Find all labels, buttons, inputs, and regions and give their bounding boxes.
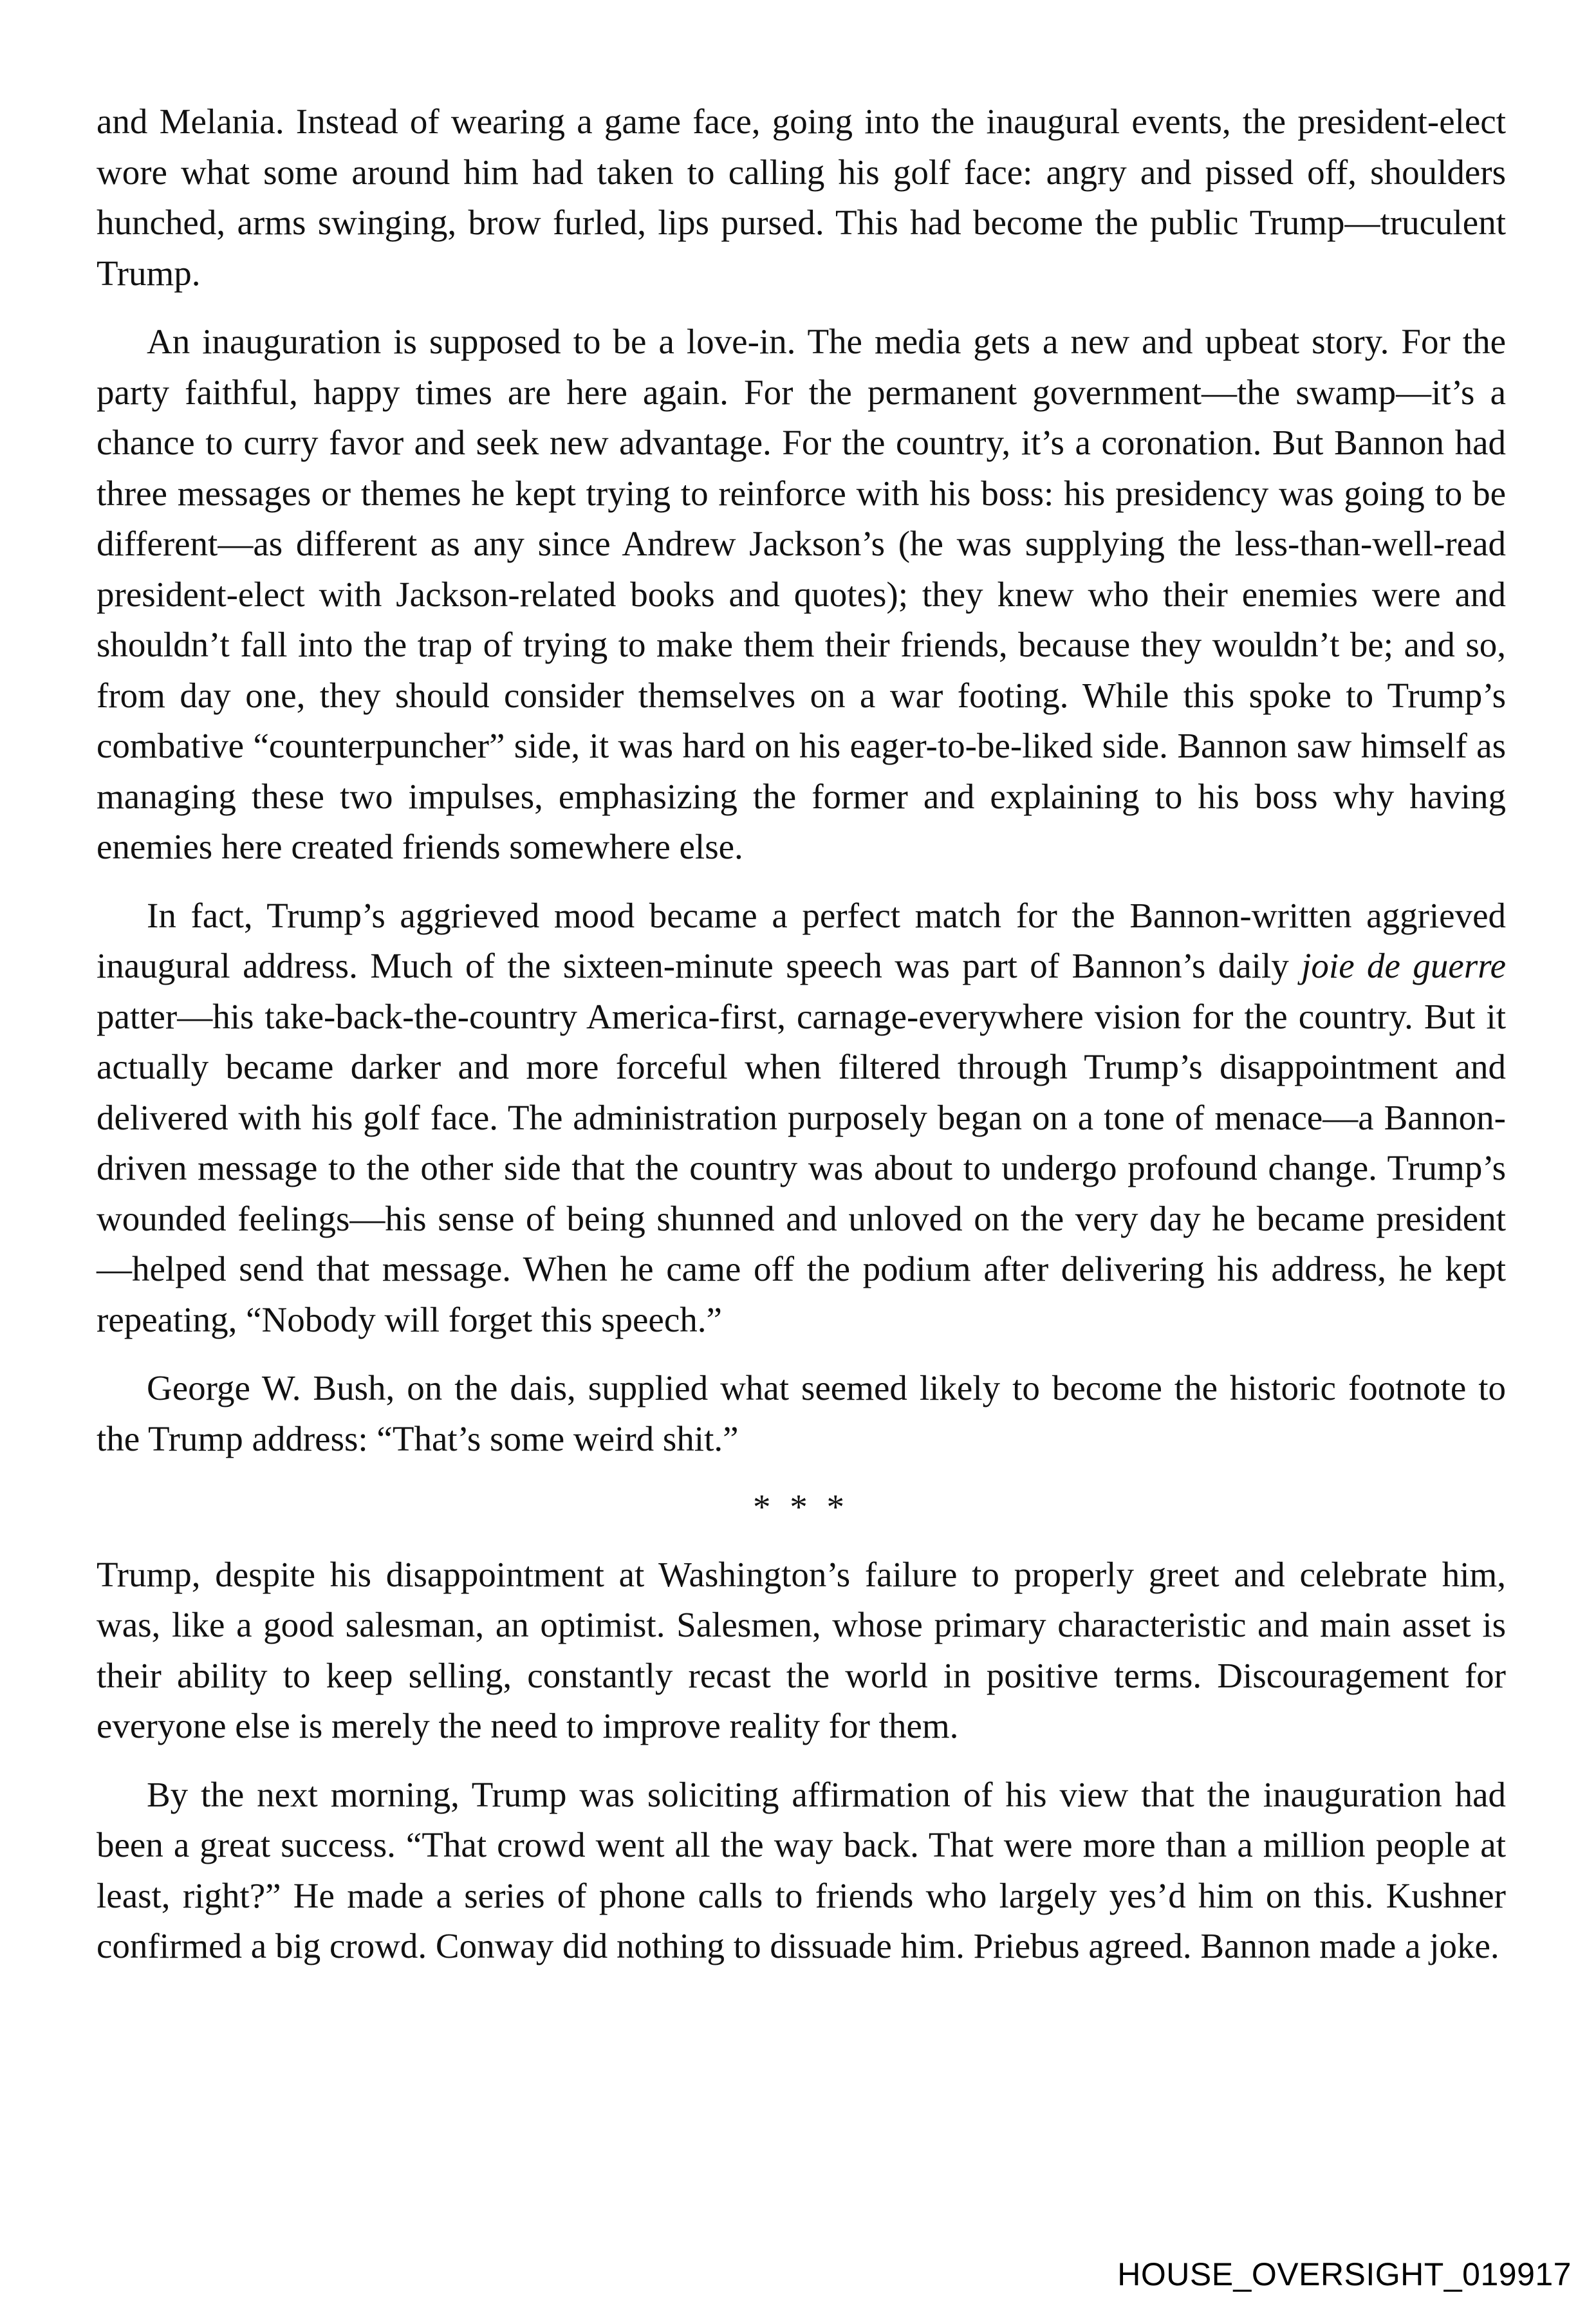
paragraph — [97, 317, 1506, 873]
paragraph — [97, 1770, 1506, 1972]
text-run: and Melania. Instead of wearing a game face, going into the inaugural events, the president-elect wore what some around him had taken to calling his golf face: angry and pissed off, shoulders hunched, arms swinging, brow furled, lips pursed. This had become the public Trump—truculent Trump. — [97, 102, 1506, 293]
text-run: By the next morning, Trump was soliciting affirmation of his view that the inauguration had been a great success. “That crowd went all the way back. That were more than a million people at least, right?” He made a series of phone calls to friends who largely yes’d him on this. Kushner confirmed a big crowd. Conway did nothing to dissuade him. Priebus agreed. Bannon made a joke. — [97, 1774, 1506, 1965]
bates-number-footer: HOUSE_OVERSIGHT_019917 — [1117, 2256, 1572, 2292]
text-run: Trump, despite his disappointment at Washington’s failure to properly greet and celebrate him, was, like a good salesman, an optimist. Salesmen, whose primary characteristic and main asset is their ability to keep selling, constantly recast the world in positive terms. Discouragement for everyone else is merely the need to improve reality for them. — [97, 1554, 1506, 1745]
body-text-before-break — [97, 97, 1506, 1464]
document-page — [97, 97, 1506, 1990]
body-text-after-break — [97, 1550, 1506, 1972]
paragraph — [97, 1363, 1506, 1464]
paragraph — [97, 97, 1506, 299]
text-run: In fact, Trump’s aggrieved mood became a perfect match for the Bannon-written aggrieved inaugural address. Much of the sixteen-minute speech was part of Bannon’s daily — [97, 895, 1506, 985]
text-run: An inauguration is supposed to be a love-in. The media gets a new and upbeat story. For the party faithful, happy times are here again. For the permanent government—the swamp—it’s a chance to curry favor and seek new advantage. For the country, it’s a coronation. But Bannon had three messages or themes he kept trying to reinforce with his boss: his presidency was going to be different—as different as any since Andrew Jackson’s (he was supplying the less-than-well-read president-elect with Jackson-related books and quotes); they knew who their enemies were and shouldn’t fall into the trap of trying to make them their friends, because they wouldn’t be; and so, from day one, they should consider themselves on a war footing. While this spoke to Trump’s combative “counterpuncher” side, it was hard on his eager-to-be-liked side. Bannon saw himself as managing these two impulses, emphasizing the former and explaining to his boss why having enemies here created friends somewhere else. — [97, 322, 1506, 866]
section-break: * * * — [753, 1487, 849, 1527]
paragraph — [97, 1550, 1506, 1752]
text-run: patter—his take-back-the-country America-first, carnage-everywhere vision for the country. But it actually became darker and more forceful when filtered through Trump’s disappointment and delivered with his golf face. The administration purposely began on a tone of menace—a Bannon-driven message to the other side that the country was about to undergo profound change. Trump’s wounded feelings—his sense of being shunned and unloved on the very day he became president—helped send that message. When he came off the podium after delivering his address, he kept repeating, “Nobody will forget this speech.” — [97, 996, 1506, 1339]
text-run: George W. Bush, on the dais, supplied what seemed likely to become the historic footnote to the Trump address: “That’s some weird shit.” — [97, 1368, 1506, 1458]
italic-phrase: joie de guerre — [1301, 946, 1506, 985]
paragraph — [97, 891, 1506, 1346]
